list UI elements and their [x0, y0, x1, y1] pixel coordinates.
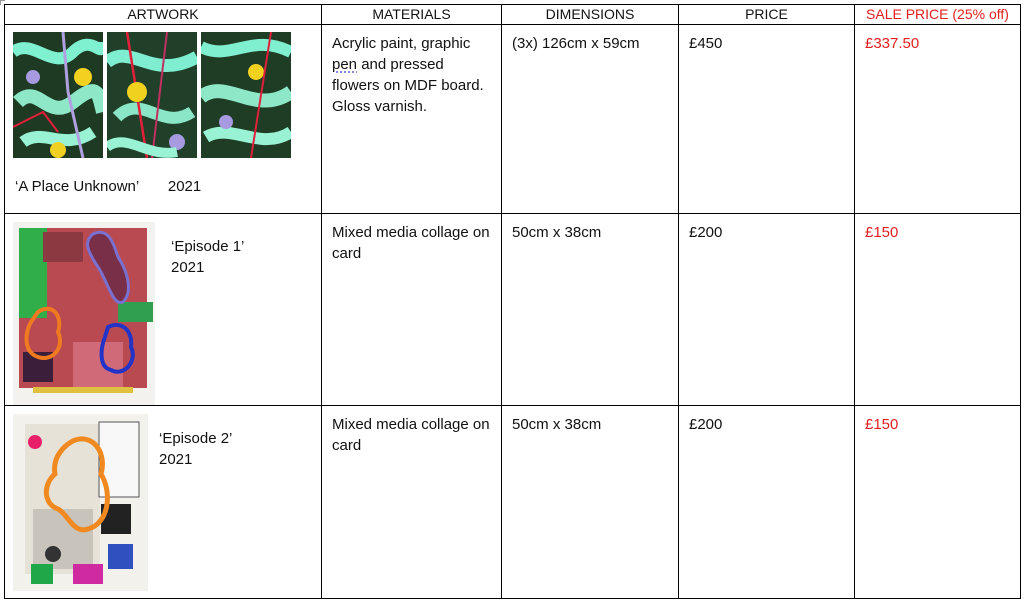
header-dimensions: DIMENSIONS — [502, 5, 679, 25]
artwork-caption — [159, 428, 232, 470]
header-sale-price: SALE PRICE (25% off) — [855, 5, 1021, 25]
artwork-cell — [5, 214, 322, 406]
materials-cell: Mixed media collage on card — [322, 406, 502, 599]
artwork-title: ‘Episode 2’ — [159, 430, 233, 447]
artwork-image-episode-1 — [13, 222, 155, 405]
artwork-price-table — [4, 4, 1021, 599]
artwork-image-episode-2 — [13, 414, 148, 591]
artwork-title: ‘Episode 1’ — [171, 238, 245, 255]
header-price: PRICE — [679, 5, 855, 25]
artwork-caption — [171, 236, 244, 278]
header-materials: MATERIALS — [322, 5, 502, 25]
header-row — [5, 5, 1021, 25]
materials-cell: Acrylic paint, graphic pen and pressed flowers on MDF board. Gloss varnish. — [322, 25, 502, 214]
artwork-cell — [5, 406, 322, 599]
artwork-year: 2021 — [159, 451, 193, 468]
dimensions-cell: 50cm x 38cm — [502, 214, 679, 406]
spellcheck-flagged-word: pen — [332, 56, 358, 73]
materials-cell: Mixed media collage on card — [322, 214, 502, 406]
artwork-year: 2021 — [171, 259, 205, 276]
triptych-panel-1 — [13, 32, 103, 158]
artwork-caption — [15, 176, 201, 197]
price-cell: £200 — [679, 406, 855, 599]
price-cell: £200 — [679, 214, 855, 406]
triptych-panel-2 — [107, 32, 197, 158]
price-cell: £450 — [679, 25, 855, 214]
table-row — [5, 214, 1021, 406]
artwork-title: ‘A Place Unknown’ — [15, 178, 139, 195]
artwork-year: 2021 — [167, 178, 202, 195]
sale-price-cell: £337.50 — [855, 25, 1021, 214]
artwork-cell — [5, 25, 322, 214]
table-row — [5, 25, 1021, 214]
sale-price-cell: £150 — [855, 406, 1021, 599]
header-artwork: ARTWORK — [5, 5, 322, 25]
triptych-panel-3 — [201, 32, 291, 158]
dimensions-cell: 50cm x 38cm — [502, 406, 679, 599]
dimensions-cell: (3x) 126cm x 59cm — [502, 25, 679, 214]
artwork-image-triptych — [13, 32, 291, 158]
table-row — [5, 406, 1021, 599]
sale-price-cell: £150 — [855, 214, 1021, 406]
